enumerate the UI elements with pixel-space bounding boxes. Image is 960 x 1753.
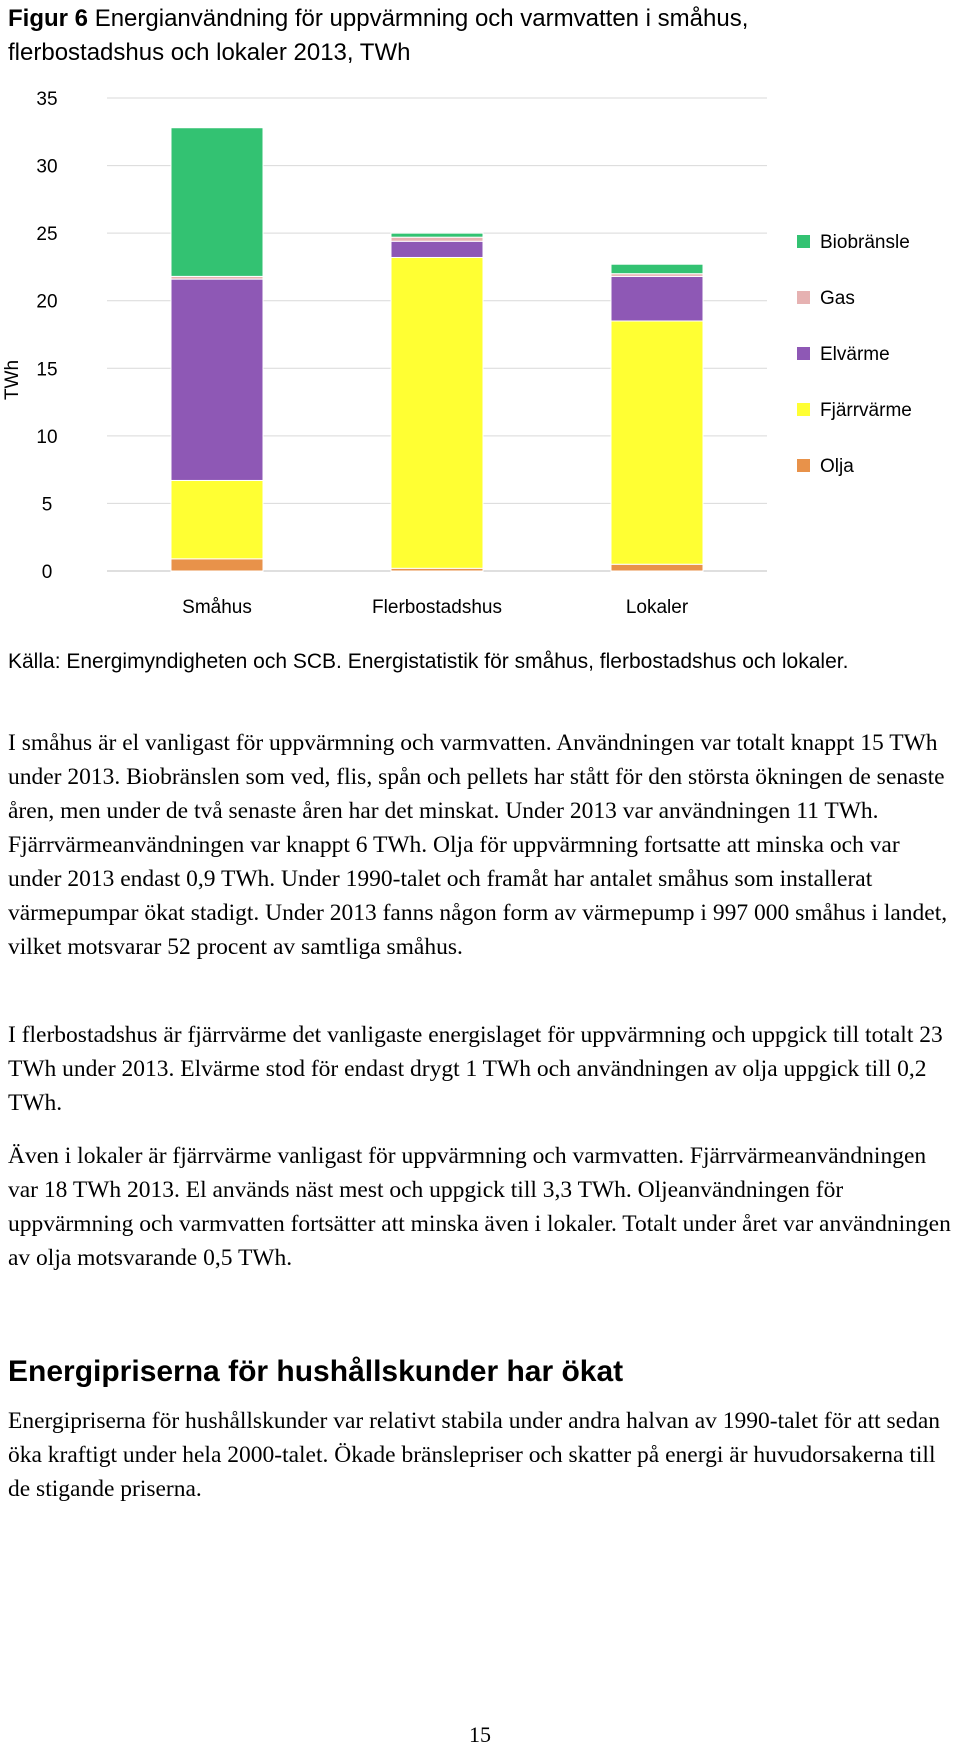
bar-segment bbox=[611, 264, 703, 273]
y-tick-label: 10 bbox=[36, 426, 58, 448]
bar-segment bbox=[611, 321, 703, 564]
legend-label: Biobränsle bbox=[820, 232, 910, 253]
legend-label: Fjärrvärme bbox=[820, 400, 912, 421]
y-axis-ticks bbox=[36, 89, 57, 583]
y-tick-label: 25 bbox=[36, 224, 58, 246]
bar-segment bbox=[171, 559, 263, 571]
y-tick-label: 35 bbox=[36, 89, 58, 110]
bar-segment bbox=[391, 233, 483, 237]
legend-label: Elvärme bbox=[820, 344, 890, 365]
paragraph-flerbostadshus: I flerbostadshus är fjärrvärme det vanligaste energislaget för uppvärmning och uppgick till totalt 23 TWh under 2013. Elvärme stod för endast drygt 1 TWh och användningen av olja uppgick till 0,2 TWh. bbox=[8, 1022, 943, 1116]
x-tick-label: Lokaler bbox=[625, 597, 689, 618]
legend-swatch bbox=[797, 347, 810, 360]
chart-bars bbox=[171, 128, 703, 571]
paragraph-lokaler: Även i lokaler är fjärrvärme vanligast för uppvärmning och varmvatten. Fjärrvärmeanvändningen var 18 TWh 2013. El används näst mest och uppgick till 3,3 TWh. Oljeanvändningen för uppvärmning och varmvatten fortsätter att minska även i lokaler. Totalt under året var användningen av olja motsvarande 0,5 TWh. bbox=[8, 1143, 951, 1271]
legend-swatch bbox=[797, 235, 810, 248]
legend-swatch bbox=[797, 459, 810, 472]
legend-label: Olja bbox=[820, 456, 854, 477]
x-axis-ticks bbox=[182, 597, 689, 618]
page-number: 15 bbox=[469, 1722, 491, 1747]
y-tick-label: 5 bbox=[41, 494, 53, 516]
legend-swatch bbox=[797, 291, 810, 304]
figure-title-text: Energianvändning för uppvärmning och varmvatten i småhus, flerbostadshus och lokaler 2013, TWh bbox=[8, 5, 749, 66]
figure-title bbox=[8, 2, 908, 70]
y-axis-label: TWh bbox=[2, 359, 23, 401]
legend-swatch bbox=[797, 403, 810, 416]
chart-source: Källa: Energimyndigheten och SCB. Energistatistik för småhus, flerbostadshus och lokaler. bbox=[8, 650, 849, 673]
section-heading: Energipriserna för hushållskunder har ökat bbox=[8, 1355, 624, 1388]
y-tick-label: 0 bbox=[41, 562, 53, 583]
paragraph-energipriser: Energipriserna för hushållskunder var relativt stabila under andra halvan av 1990-talet för att sedan öka kraftigt under hela 2000-talet. Ökade bränslepriser och skatter på energi är huvudorsakerna till de stigande priserna. bbox=[8, 1408, 941, 1502]
y-tick-label: 15 bbox=[36, 359, 58, 381]
x-tick-label: Småhus bbox=[182, 597, 252, 618]
bar-segment bbox=[391, 241, 483, 257]
bar-segment bbox=[611, 276, 703, 321]
bar-segment bbox=[171, 279, 263, 480]
bar-segment bbox=[391, 257, 483, 568]
bar-segment bbox=[391, 237, 483, 241]
legend-label: Gas bbox=[820, 288, 855, 309]
bar-segment bbox=[171, 480, 263, 558]
figure-label: Figur 6 bbox=[8, 5, 89, 32]
stacked-bar-chart bbox=[0, 80, 940, 640]
bar-segment bbox=[611, 564, 703, 571]
paragraph-smahus: I småhus är el vanligast för uppvärmning och varmvatten. Användningen var totalt knappt 15 TWh under 2013. Biobränslen som ved, flis, spån och pellets har stått för den största ökningen de senaste åren, men under de två senaste åren har det minskat. Under 2013 var användningen 11 TWh. Fjärrvärmeanvändningen var knappt 6 TWh. Olja för uppvärmning fortsatte att minska och var under 2013 endast 0,9 TWh. Under 1990-talet och framåt har antalet småhus som installerat värmepumpar ökat stadigt. Under 2013 fanns någon form av värmepump i 997 000 småhus i landet, vilket motsvarar 52 procent av samtliga småhus. bbox=[8, 730, 948, 960]
y-tick-label: 20 bbox=[36, 291, 58, 313]
bar-segment bbox=[171, 128, 263, 277]
x-tick-label: Flerbostadshus bbox=[372, 597, 502, 618]
y-tick-label: 30 bbox=[36, 156, 58, 178]
chart-legend bbox=[797, 232, 912, 477]
